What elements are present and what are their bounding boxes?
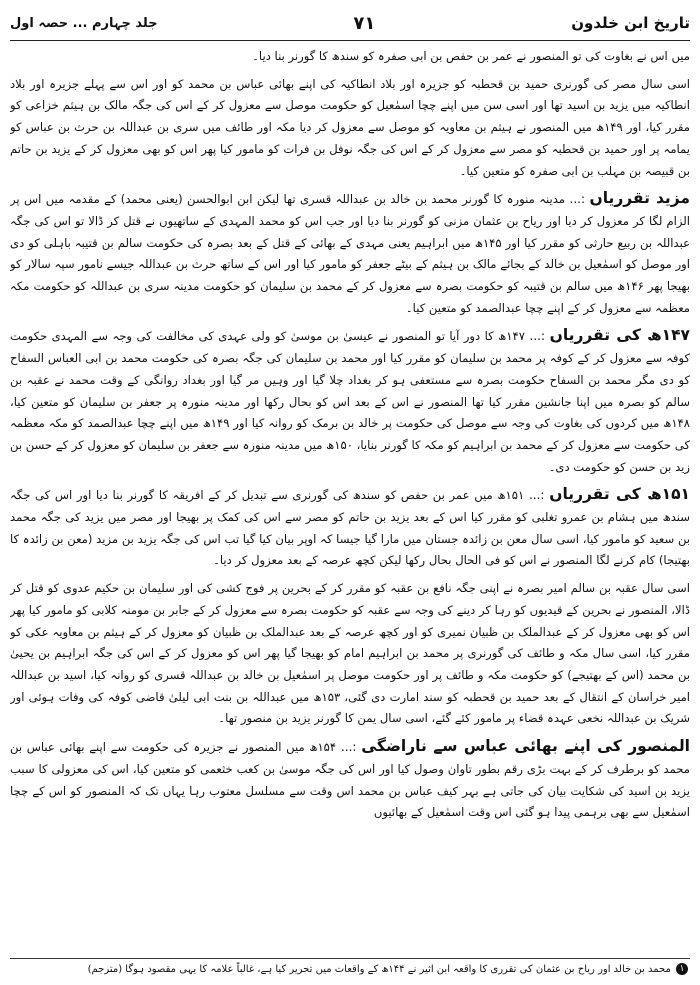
heading-separator: :... <box>524 488 550 503</box>
paragraph <box>10 484 690 572</box>
paragraph-text: میں اس نے بغاوت کی تو المنصور نے عمر بن حفص بن ابی صفرہ کو سندھ کا گورنر بنا دیا۔ <box>252 49 690 63</box>
paragraph-text: مدینہ منورہ کا گورنر محمد بن خالد بن عبداللہ قسری تھا لیکن ابن ابوالحسن (یعنی محمد) کے مقدمہ میں اس پر الزام لگا کر معزول کر دیا اور ریاح بن عثمان مزنی کو گورنر بنا دیا اور جب اس کو محمد المہدی کے ساتھیوں نے قتل کر ڈالا تو اس کی جگہ عبداللہ بن ربیع حارثی کو مقرر کیا اور ۱۴۵ھ میں ابراہیم یعنی مہدی کے بھائی کے قتل کے بعد بصرہ کی حکومت سالم بن قتیبہ باہلی کو دی اور موصل کو اسمٰعیل بن خالد کے بجائے مالک بن ہیثم کے بیٹے جعفر کو مامور کیا اور اس کے ساتھ حرث بن عبداللہ جیسے نامور سپہ سالار کو بھیجا پھر ۱۴۶ھ میں سالم بن قتیبہ کو حکومت بصرہ سے معزول کر کے محمد بن سلیمان کو حکومت مدینہ سری بن عبداللہ کو حکومت مکہ معظمہ سے معزول کر کے اپنے چچا عبدالصمد کو متعین کیا۔ <box>10 192 690 315</box>
footnote-marker: ۱ <box>676 963 688 975</box>
heading-separator: :... <box>524 329 550 344</box>
book-title: تاریخ ابن خلدون <box>571 14 690 32</box>
paragraph-text: اسی سال عقبہ بن سالم امیر بصرہ نے اپنی جگہ نافع بن عقبہ کو مقرر کر کے بحرین پر فوج کشی کی اور سلیمان بن حکیم عدوی کو قتل کر ڈالا، المنصور نے بحرین کے قیدیوں کو رہا کر دینے کی وجہ سے عقبہ کو حکومت بصرہ سے معزول کر کے جابر بن مومنہ کلابی کو مامور کیا پھر اس کو بھی معزول کر کے عبدالملک بن ظبیان نمیری کو اور کچھ عرصہ کے بعد عبدالملک بن ظبیان کو معزول کر کے ہیثم بن معاویہ عکی کو مقرر کیا، اسی سال مکہ و طائف کی گورنری پر محمد بن ابراہیم امام کو بھیجا گیا پھر اس کو معزول کر کے اس کی جگہ ابراہیم بن یحییٰ بن محمد (اس کے بھتیجے) کو حکومت مکہ و طائف پر اور حکومت موصل پر اسمٰعیل بن خالد بن عبداللہ قسری کو روانہ کیا، اسید بن عبداللہ امیر خراسان کے انتقال کے بعد حمید بن قحطبہ کو سند امارت دی گئی، ۱۵۳ھ میں عبداللہ بن بنت ابی لیلیٰ قاضی کوفہ کی وفات ہوئی اور شریک بن عبداللہ نخعی عہدہ قضاء پر مامور کئے گئے، اسی سال یمن کا گورنر یزید بن منصور تھا۔ <box>10 581 690 726</box>
paragraph-text: ۱۵۱ھ میں عمر بن حفص کو سندھ کی گورنری سے تبدیل کر کے افریقہ کا گورنر بنا دیا اور اس کی جگہ سندھ میں ہشام بن عمرو تغلبی کو مقرر کیا اس کے بعد یزید بن حاتم کو مصر سے اس کی کمک پر بھیجا اور مصر میں یزید کی جگہ محمد بن سعید کو مامور کیا، اسی سال معن بن زائدہ جستان میں مارا گیا جیسا کہ اوپر بیان کیا گیا تب اس کی جگہ یزید بن مزید (معن بن زائدہ کا بھتیجا) کام کرنے لگا المنصور نے اس کو فی الحال بحال رکھا لیکن کچھ عرصہ کے بعد معزول کر دیا۔ <box>10 488 690 568</box>
paragraph <box>10 736 690 824</box>
section-heading: ۱۴۷ھ کی تقرریاں <box>549 326 690 345</box>
footnote-text: محمد بن خالد اور ریاح بن عثمان کی تقرری کا واقعہ ابن اثیر نے ۱۴۴ھ کے واقعات میں تحریر کیا ہے، غالباً علامہ کا یہی مقصود ہوگا (مترجم) <box>87 964 671 975</box>
paragraph <box>10 188 690 319</box>
paragraph-text: ۱۴۷ھ کا دور آیا تو المنصور نے عیسیٰ بن موسیٰ کو ولی عہدی کی مخالفت کی وجہ سے المہدی حکومت کوفہ سے معزول کر کے کوفہ پر محمد بن سلیمان کو مقرر کیا اور محمد بن سلیمان کی جگہ بصرہ کی حکومت محمد بن ابی العباس السفاح کو دی مگر محمد بن السفاح حکومت بصرہ سے مستعفی ہو کر بغداد چلا گیا اور وہیں مر گیا اور بغداد روانگی کے وقت محمد نے عقبہ بن سالم کو بصرہ میں اپنا جانشین مقرر کیا تھا المنصور نے اس کے بعد اس کو بحال رکھا اور مدینہ منورہ پر جعفر بن سلیمان کو متعین کیا، ۱۴۸ھ میں کردوں کی بغاوت کی وجہ سے موصل کی حکومت پر خالد بن برمک کو روانہ کیا اور ۱۴۹ھ میں اپنے چچا عبدالصمد کو مکہ معظمہ کی حکومت سے معزول کر کے محمد بن ابراہیم کو مکہ کا گورنر بنایا، ۱۵۰ھ میں مدینہ منورہ سے جعفر بن سلیمان کو معزول کر کے حسن بن زید بن حسن کو حکومت دی۔ <box>10 329 690 474</box>
section-heading: ۱۵۱ھ کی تقرریاں <box>549 485 690 504</box>
page-header <box>10 6 690 41</box>
main-text <box>10 46 690 922</box>
heading-separator: :... <box>336 740 362 755</box>
section-heading: المنصور کی اپنے بھائی عباس سے ناراضگی <box>361 737 690 756</box>
paragraph-text: ۱۵۴ھ میں المنصور نے جزیرہ کی حکومت سے اپنے بھائی عباس بن محمد کو برطرف کر کے بہت بڑی رقم بطور تاوان وصول کیا اور اس کی جگہ موسیٰ بن کعب خثعمی کو متعین کیا، اس کی معزولی کا سبب یزید بن اسید کی شکایت بیان کی جاتی ہے بہر کیف عباس بن محمد اس وقت سے مسلسل معتوب رہا یہاں تک کہ المنصور کو اس کے چچا اسمٰعیل سے بھی برہمی پیدا ہو گئی اس وقت اسمٰعیل کے بھائیوں <box>10 740 690 820</box>
footnote <box>10 962 690 978</box>
heading-separator: :... <box>565 192 590 207</box>
paragraph <box>10 46 690 68</box>
volume-label: جلد چہارم ... حصہ اول <box>10 15 158 31</box>
paragraph <box>10 74 690 183</box>
footnote-divider <box>10 958 690 959</box>
paragraph <box>10 325 690 478</box>
page-number: ۷۱ <box>353 12 376 34</box>
paragraph <box>10 578 690 730</box>
paragraph-text: اسی سال مصر کی گورنری حمید بن قحطبہ کو جزیرہ اور بلاد انطاکیہ کی اپنے بھائی عباس بن محمد کو اور اس سے پہلے جزیرہ اور بلاد انطاکیہ میں یزید بن اسید تھا اور اسی سن میں اپنے چچا اسمٰعیل کو حکومت موصل سے معزول کر کے اس کی جگہ مالک بن ہیثم خزاعی کو مقرر کیا، اور ۱۴۹ھ میں المنصور نے ہیثم بن معاویہ کو موصل سے معزول کر دیا مکہ اور طائف میں سری بن عبداللہ بن حرث بن عباس کو یمامہ پر اور حمید بن قحطبہ کو مصر سے معزول کر کے اس کی جگہ نوفل بن فرات کو مامور کیا پھر اس کو بھی معزول کر کے یزید بن حاتم بن قبیصہ بن مہلب بن ابی صفرہ کو متعین کیا۔ <box>10 76 690 178</box>
section-heading: مزید تقرریاں <box>589 189 690 208</box>
